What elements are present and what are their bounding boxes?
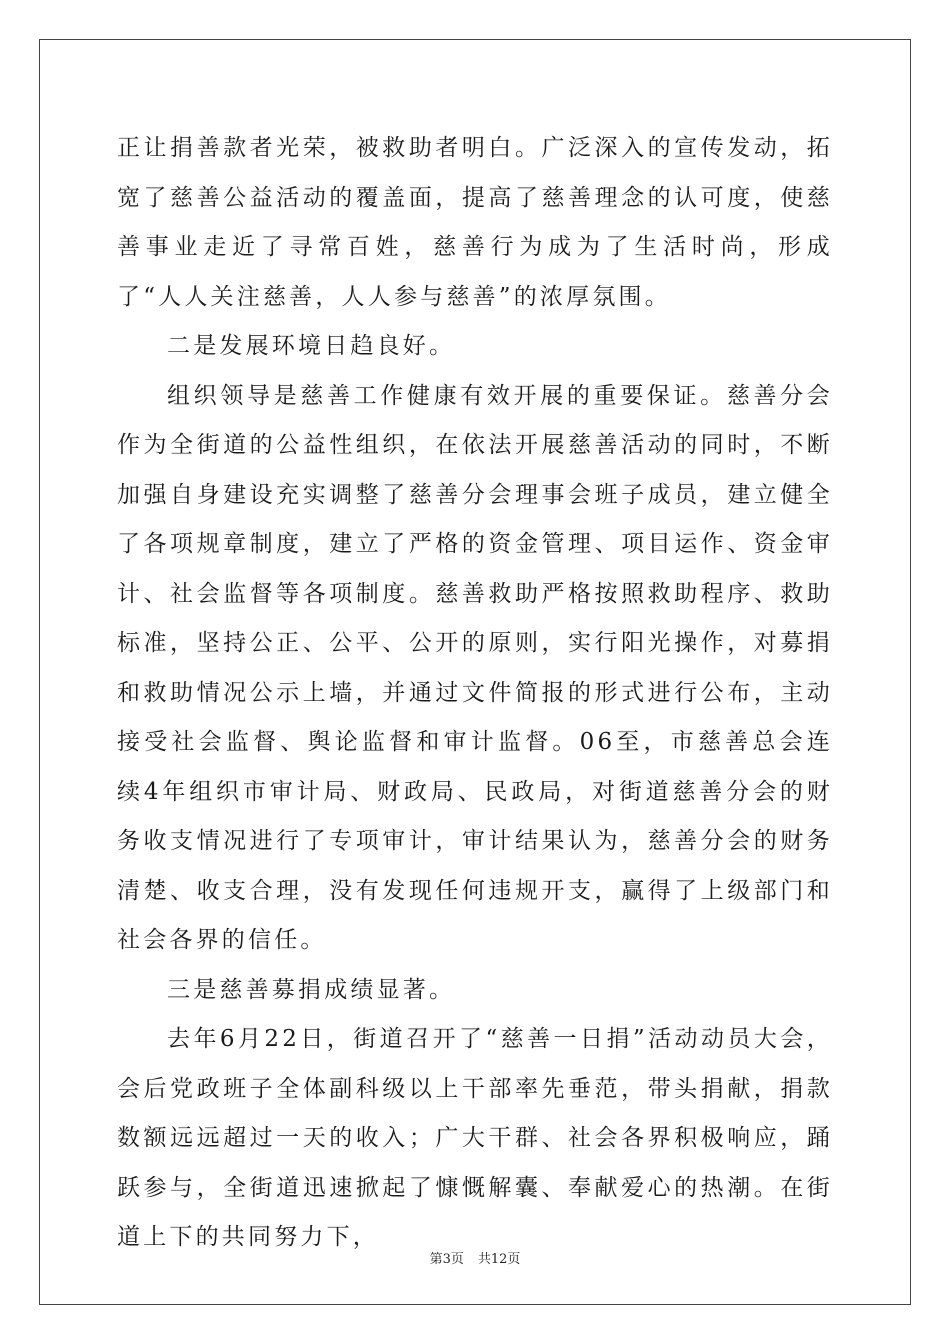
document-body [117,124,833,1263]
page-footer [0,1248,950,1267]
paragraph-4-heading: 三是慈善募捐成绩显著。 [167,976,456,1003]
paragraph-3: 组织领导是慈善工作健康有效开展的重要保证。慈善分会作为全街道的公益性组织，在依法开展慈善活动的同时，不断加强自身建设充实调整了慈善分会理事会班子成员，建立健全了各项规章制度，建立了严格的资金管理、项目运作、资金审计、社会监督等各项制度。慈善救助严格按照救助程序、救助标准，坚持公正、公平、公开的原则，实行阳光操作，对募捐和救助情况公示上墙，并通过文件简报的形式进行公布，主动接受社会监督、舆论监督和审计监督。06至，市慈善总会连续4年组织市审计局、财政局、民政局，对街道慈善分会的财务收支情况进行了专项审计，审计结果认为，慈善分会的财务清楚、收支合理，没有发现任何违规开支，赢得了上级部门和社会各界的信任。 [117,382,833,953]
paragraph-5: 去年6月22日，街道召开了“慈善一日捐”活动动员大会，会后党政班子全体副科级以上干部率先垂范，带头捐献，捐款数额远远超过一天的收入；广大干群、社会各界积极响应，踊跃参与，全街道迅速掀起了慷慨解囊、奉献爱心的热潮。在街道上下的共同努力下， [117,1026,833,1250]
paragraph-2-heading: 二是发展环境日趋良好。 [167,333,456,359]
page-number: 第3页 [429,1252,464,1267]
page-total: 共12页 [477,1252,521,1267]
paragraph-1: 正让捐善款者光荣，被救助者明白。广泛深入的宣传发动，拓宽了慈善公益活动的覆盖面，提高了慈善理念的认可度，使慈善事业走近了寻常百姓，慈善行为成为了生活时尚，形成了“人人关注慈善，人人参与慈善”的浓厚氛围。 [117,135,833,310]
